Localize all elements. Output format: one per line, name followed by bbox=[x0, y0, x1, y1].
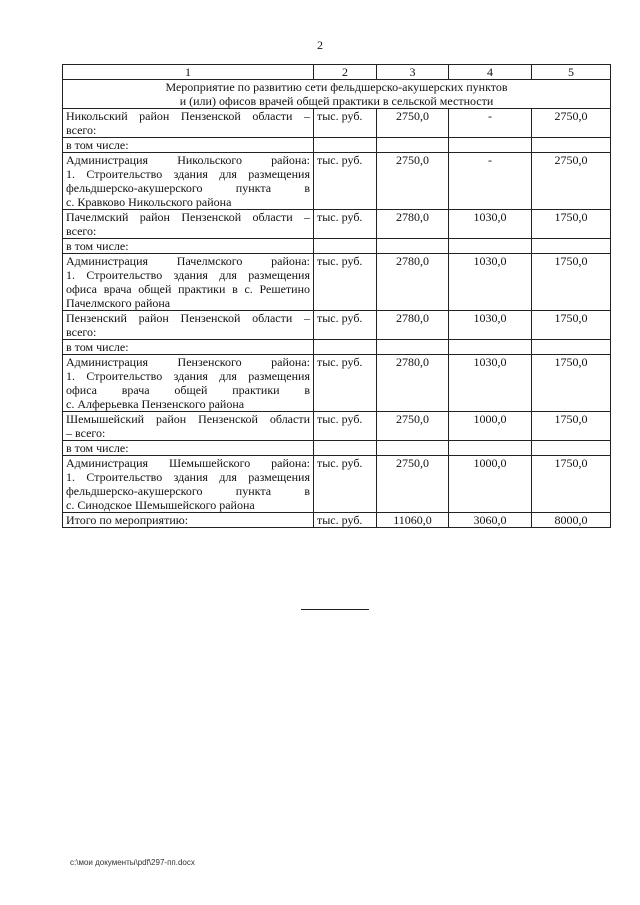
description-line: Шемышейский район Пензенской области bbox=[66, 412, 310, 426]
page-number: 2 bbox=[317, 38, 323, 52]
empty-cell bbox=[449, 340, 532, 355]
unit-cell: тыс. руб. bbox=[314, 355, 377, 412]
empty-cell bbox=[314, 340, 377, 355]
total-row bbox=[63, 513, 611, 528]
amount-cell: 1030,0 bbox=[449, 210, 532, 239]
column-header: 1 bbox=[63, 65, 314, 80]
empty-cell bbox=[377, 340, 449, 355]
subtotal-label-row bbox=[63, 239, 611, 254]
amount-cell: 1030,0 bbox=[449, 254, 532, 311]
subtotal-label-row bbox=[63, 441, 611, 456]
row-description bbox=[63, 153, 314, 210]
empty-cell bbox=[532, 441, 611, 456]
description-line: Администрация Пензенского района: bbox=[66, 355, 310, 369]
row-description bbox=[63, 456, 314, 513]
unit-cell: тыс. руб. bbox=[314, 412, 377, 441]
empty-cell bbox=[314, 239, 377, 254]
empty-cell bbox=[532, 340, 611, 355]
column-header: 2 bbox=[314, 65, 377, 80]
section-title bbox=[63, 80, 611, 109]
amount-cell: 1750,0 bbox=[532, 311, 611, 340]
amount-cell: 8000,0 bbox=[532, 513, 611, 528]
description-line: фельдшерско-акушерского пункта в bbox=[66, 484, 310, 498]
empty-cell bbox=[532, 239, 611, 254]
unit-cell: тыс. руб. bbox=[314, 210, 377, 239]
description-line: 1. Строительство здания для размещения bbox=[66, 369, 310, 383]
description-line: Администрация Пачелмского района: bbox=[66, 254, 310, 268]
amount-cell: 2750,0 bbox=[532, 109, 611, 138]
district-row bbox=[63, 210, 611, 239]
subtotal-label-row bbox=[63, 340, 611, 355]
amount-cell: 3060,0 bbox=[449, 513, 532, 528]
description-line: 1. Строительство здания для размещения bbox=[66, 268, 310, 282]
empty-cell bbox=[449, 441, 532, 456]
total-amount-cell: 2780,0 bbox=[377, 311, 449, 340]
row-label: в том числе: bbox=[63, 138, 314, 153]
district-row bbox=[63, 109, 611, 138]
amount-cell: 1000,0 bbox=[449, 412, 532, 441]
empty-cell bbox=[314, 138, 377, 153]
amount-cell: 1000,0 bbox=[449, 456, 532, 513]
section-title-row bbox=[63, 80, 611, 109]
row-description bbox=[63, 109, 314, 138]
description-line: 1. Строительство здания для размещения bbox=[66, 470, 310, 484]
unit-cell: тыс. руб. bbox=[314, 513, 377, 528]
admin-row bbox=[63, 355, 611, 412]
amount-cell: 1750,0 bbox=[532, 456, 611, 513]
description-line: Никольский район Пензенской области – bbox=[66, 109, 310, 123]
funding-table bbox=[62, 64, 611, 528]
total-amount-cell: 2780,0 bbox=[377, 254, 449, 311]
row-description bbox=[63, 513, 314, 528]
description-line: фельдшерско-акушерского пункта в bbox=[66, 181, 310, 195]
description-line: Администрация Никольского района: bbox=[66, 153, 310, 167]
total-amount-cell: 2750,0 bbox=[377, 109, 449, 138]
amount-cell: - bbox=[449, 153, 532, 210]
description-line: с. Кравково Никольского района bbox=[66, 195, 232, 209]
empty-cell bbox=[377, 138, 449, 153]
total-amount-cell: 2780,0 bbox=[377, 210, 449, 239]
total-amount-cell: 2750,0 bbox=[377, 456, 449, 513]
empty-cell bbox=[449, 239, 532, 254]
column-header: 4 bbox=[449, 65, 532, 80]
row-label: в том числе: bbox=[63, 340, 314, 355]
empty-cell bbox=[449, 138, 532, 153]
footer-file-path: c:\мои документы\pdf\297-пп.docx bbox=[70, 858, 195, 867]
empty-cell bbox=[314, 441, 377, 456]
row-description bbox=[63, 355, 314, 412]
description-line: – всего: bbox=[66, 426, 106, 440]
row-label: в том числе: bbox=[63, 239, 314, 254]
description-line: Итого по мероприятию: bbox=[66, 513, 189, 527]
admin-row bbox=[63, 153, 611, 210]
description-line: всего: bbox=[66, 224, 97, 238]
district-row bbox=[63, 412, 611, 441]
description-line: Администрация Шемышейского района: bbox=[66, 456, 310, 470]
column-number-row bbox=[63, 65, 611, 80]
description-line: Пензенский район Пензенской области – bbox=[66, 311, 310, 325]
empty-cell bbox=[377, 441, 449, 456]
amount-cell: - bbox=[449, 109, 532, 138]
empty-cell bbox=[377, 239, 449, 254]
unit-cell: тыс. руб. bbox=[314, 311, 377, 340]
total-amount-cell: 11060,0 bbox=[377, 513, 449, 528]
description-line: с. Алферьевка Пензенского района bbox=[66, 397, 245, 411]
total-amount-cell: 2780,0 bbox=[377, 355, 449, 412]
description-line: Пачелмский район Пензенской области – bbox=[66, 210, 310, 224]
description-line: всего: bbox=[66, 325, 97, 339]
description-line: 1. Строительство здания для размещения bbox=[66, 167, 310, 181]
description-line: с. Синодское Шемышейского района bbox=[66, 498, 255, 512]
unit-cell: тыс. руб. bbox=[314, 254, 377, 311]
amount-cell: 1750,0 bbox=[532, 412, 611, 441]
district-row bbox=[63, 311, 611, 340]
section-title-line: и (или) офисов врачей общей практики в сельской местности bbox=[179, 94, 494, 108]
column-header: 3 bbox=[377, 65, 449, 80]
subtotal-label-row bbox=[63, 138, 611, 153]
end-divider-line bbox=[301, 609, 369, 610]
amount-cell: 1750,0 bbox=[532, 210, 611, 239]
description-line: офиса врача общей практики в с. Решетино bbox=[66, 282, 310, 296]
amount-cell: 1750,0 bbox=[532, 254, 611, 311]
amount-cell: 1030,0 bbox=[449, 355, 532, 412]
total-amount-cell: 2750,0 bbox=[377, 412, 449, 441]
unit-cell: тыс. руб. bbox=[314, 456, 377, 513]
description-line: Пачелмского района bbox=[66, 296, 171, 310]
unit-cell: тыс. руб. bbox=[314, 153, 377, 210]
total-amount-cell: 2750,0 bbox=[377, 153, 449, 210]
section-title-line: Мероприятие по развитию сети фельдшерско-акушерских пунктов bbox=[165, 80, 508, 94]
row-description bbox=[63, 311, 314, 340]
amount-cell: 2750,0 bbox=[532, 153, 611, 210]
row-label: в том числе: bbox=[63, 441, 314, 456]
row-description bbox=[63, 254, 314, 311]
description-line: всего: bbox=[66, 123, 97, 137]
column-header: 5 bbox=[532, 65, 611, 80]
admin-row bbox=[63, 254, 611, 311]
admin-row bbox=[63, 456, 611, 513]
amount-cell: 1030,0 bbox=[449, 311, 532, 340]
description-line: офиса врача общей практики в bbox=[66, 383, 310, 397]
row-description bbox=[63, 412, 314, 441]
row-description bbox=[63, 210, 314, 239]
amount-cell: 1750,0 bbox=[532, 355, 611, 412]
unit-cell: тыс. руб. bbox=[314, 109, 377, 138]
empty-cell bbox=[532, 138, 611, 153]
